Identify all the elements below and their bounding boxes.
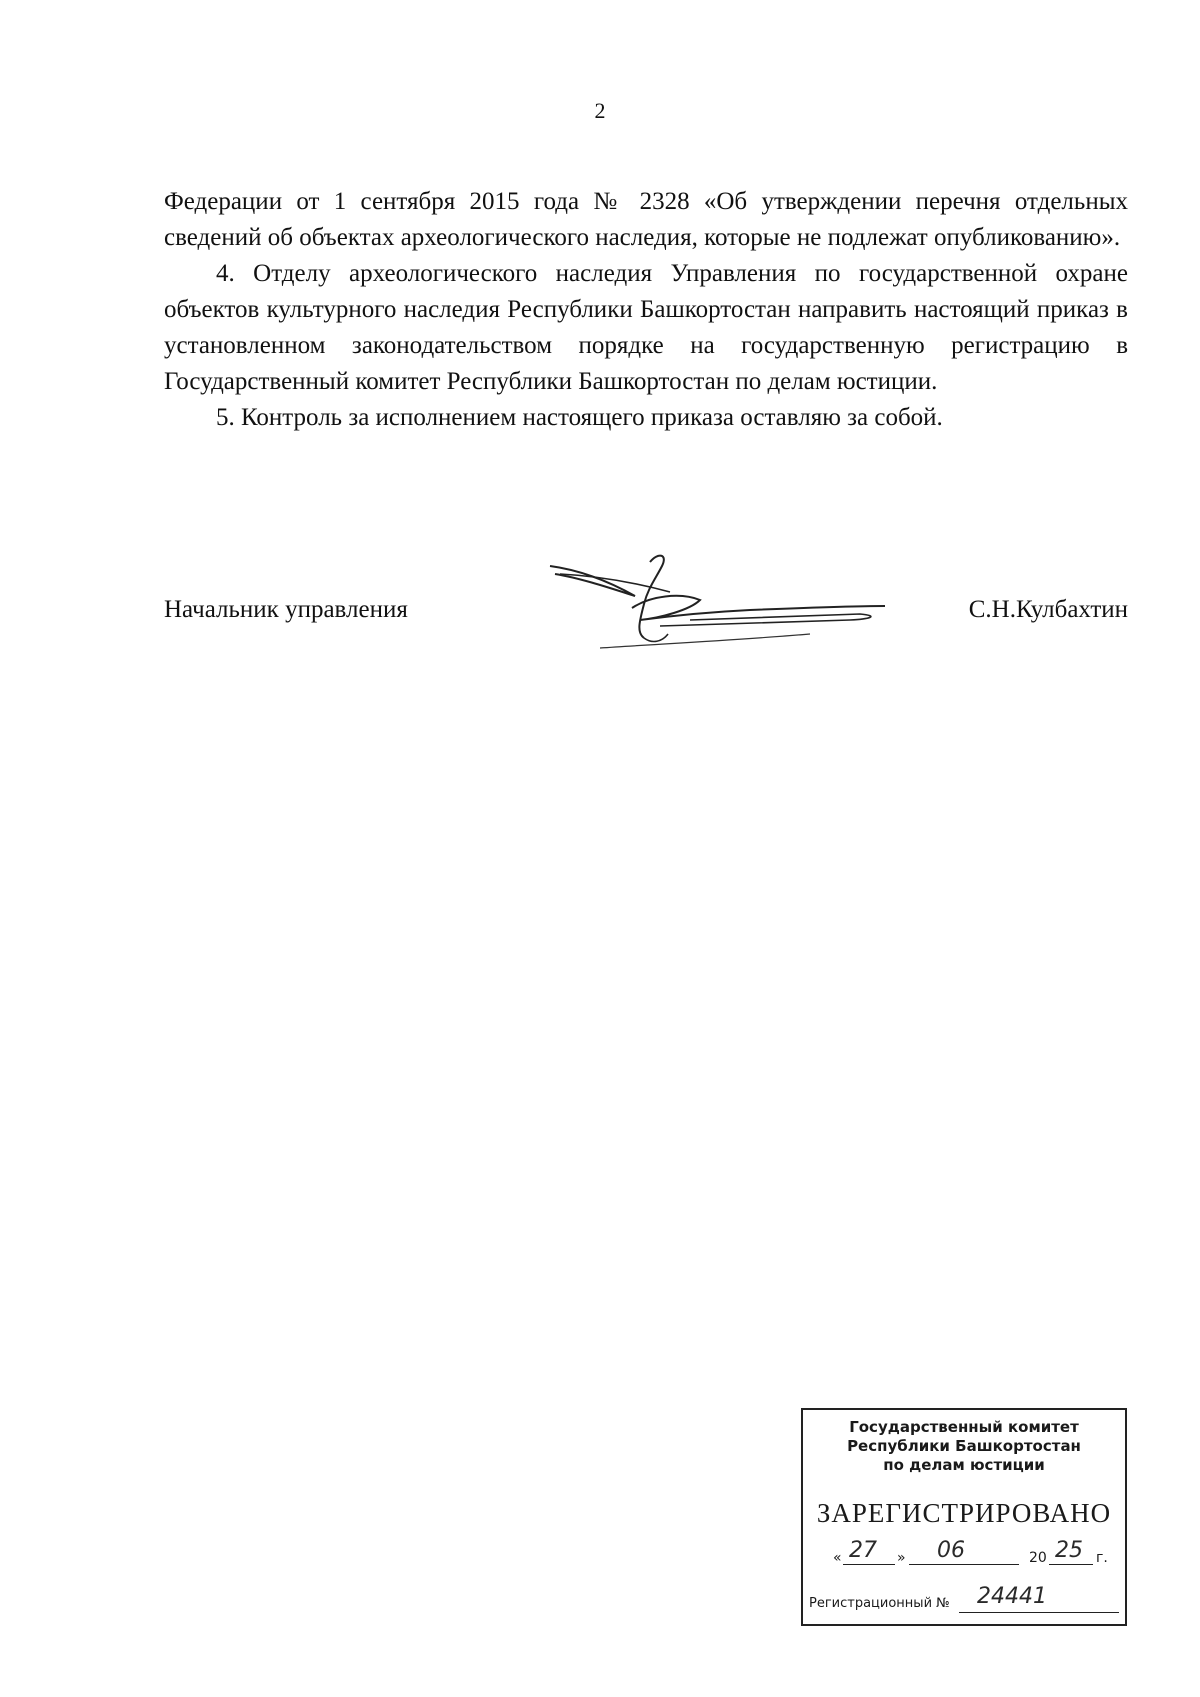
stamp-date: [833, 1538, 1118, 1570]
stamp-org-line: Республики Башкортостан: [847, 1437, 1081, 1455]
registration-stamp: [801, 1408, 1127, 1626]
date-day: 27: [849, 1538, 877, 1563]
signatory-position: Начальник управления: [164, 596, 408, 623]
stamp-org-line: Государственный комитет: [849, 1418, 1079, 1436]
handwritten-signature: [540, 548, 920, 658]
registration-number-line: [959, 1612, 1119, 1613]
date-month-line: [909, 1564, 1019, 1565]
registration-number-label: Регистрационный №: [809, 1596, 950, 1611]
body-text: [164, 184, 1128, 436]
date-month: 06: [937, 1538, 965, 1563]
stamp-registration-number: [809, 1584, 1121, 1616]
stamp-organization: [803, 1418, 1125, 1475]
stamp-org-line: по делам юстиции: [883, 1456, 1045, 1474]
date-year: 25: [1055, 1538, 1083, 1563]
date-year-line: [1049, 1564, 1093, 1565]
date-day-line: [843, 1564, 895, 1565]
paragraph-item-4: 4. Отделу археологического наследия Управления по государственной охране объектов культурного наследия Республики Башкортостан направить настоящий приказ в установленном законодательством порядке на государственную регистрацию в Государственный комитет Республики Башкортостан по делам юстиции.: [164, 260, 1128, 395]
stamp-registered-label: ЗАРЕГИСТРИРОВАНО: [816, 1498, 1112, 1528]
date-close-quote: »: [897, 1550, 906, 1566]
date-open-quote: «: [833, 1550, 842, 1566]
page-number: 2: [594, 98, 606, 123]
paragraph-continuation: Федерации от 1 сентября 2015 года № 2328 «Об утверждении перечня отдельных сведений об объектах археологического наследия, которые не подлежат опубликованию».: [164, 188, 1128, 251]
date-century: 20: [1029, 1550, 1047, 1566]
signatory-name: С.Н.Кулбахтин: [968, 596, 1128, 623]
paragraph-item-5: 5. Контроль за исполнением настоящего приказа оставляю за собой.: [216, 404, 943, 431]
registration-number-value: 24441: [977, 1584, 1047, 1609]
date-suffix: г.: [1096, 1550, 1108, 1566]
